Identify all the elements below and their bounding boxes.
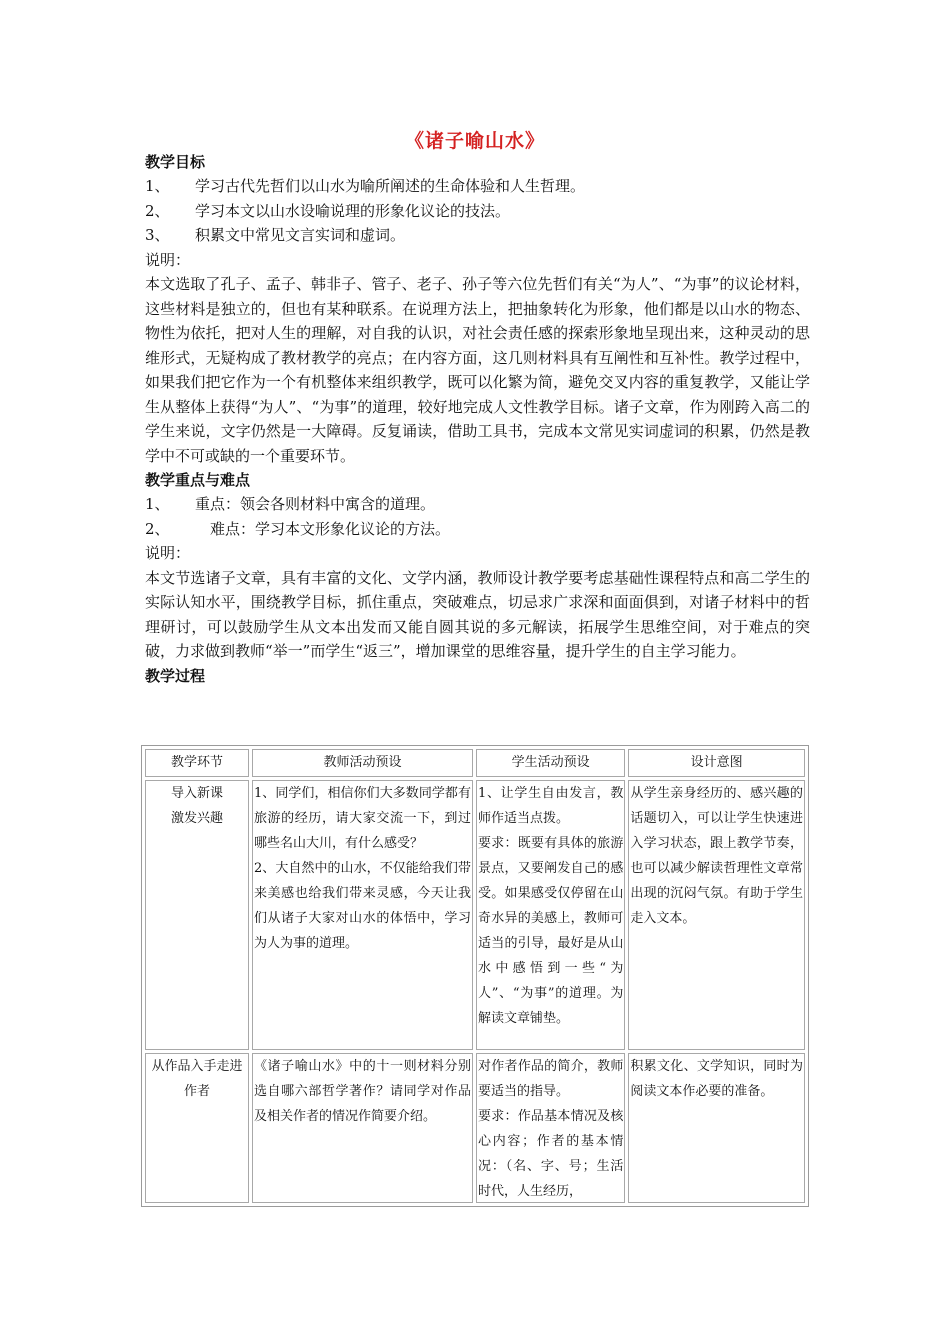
process-table (141, 745, 809, 1207)
goal-item (145, 223, 810, 248)
document-title: 《诸子喻山水》 (404, 130, 545, 152)
document-body (145, 150, 810, 688)
table-row (145, 1053, 805, 1203)
student-activity-cell: 1、让学生自由发言，教师作适当点拨。 要求：既要有具体的旅游景点，又要阐发自己的感受。如果感受仅停留在山奇水异的美感上，教师可适当的引导，最好是从山水中感悟到一些“为人”、“为事”的道理。为解读文章铺垫。 (476, 780, 625, 1050)
column-header: 学生活动预设 (476, 749, 625, 777)
note-label: 说明： (145, 250, 191, 269)
column-header: 教师活动预设 (252, 749, 473, 777)
section-heading-process: 教学过程 (145, 666, 206, 685)
key-point-item (145, 492, 810, 517)
goal-item (145, 199, 810, 224)
section-heading-goals: 教学目标 (145, 153, 206, 171)
key-point-item (145, 517, 810, 542)
section-heading-key-points: 教学重点与难点 (145, 471, 251, 489)
stage-text: 从作品入手走进作者 (151, 1059, 243, 1099)
item-number: 2、 (145, 519, 170, 538)
stage-cell (145, 1053, 249, 1203)
student-activity-cell (476, 1053, 625, 1203)
item-text: 重点：领会各则材料中寓含的道理。 (195, 495, 436, 513)
teacher-activity-cell (252, 1053, 473, 1203)
column-header: 教学环节 (145, 749, 249, 777)
table-row (145, 780, 805, 1050)
design-intent-cell: 从学生亲身经历的、感兴趣的话题切入，可以让学生快速进入学习状态，跟上教学节奏，也可以减少解读哲理性文章常出现的沉闷气氛。有助于学生走入文本。 (628, 780, 805, 1050)
goals-note: 本文选取了孔子、孟子、韩非子、管子、老子、孙子等六位先哲们有关“为人”、“为事”的议论材料，这些材料是独立的，但也有某种联系。在说理方法上，把抽象转化为形象，他们都是以山水的物态、物性为依托，把对人生的理解，对自我的认识，对社会责任感的探索形象地呈现出来，这种灵动的思维形式，无疑构成了教材教学的亮点；在内容方面，这几则材料具有互阐性和互补性。教学过程中，如果我们把它作为一个有机整体来组织教学，既可以化繁为简，避免交叉内容的重复教学，又能让学生从整体上获得“为人”、“为事”的道理，较好地完成人文性教学目标。诸子文章，作为刚跨入高二的学生来说，文字仍然是一大障碍。反复诵读，借助工具书，完成本文常见实词虚词的积累，仍然是教学中不可或缺的一个重要环节。 (145, 275, 810, 465)
stage-cell: 导入新课 激发兴趣 (145, 780, 249, 1050)
design-intent-cell (628, 1053, 805, 1203)
item-text: 学习古代先哲们以山水为喻所阐述的生命体验和人生哲理。 (195, 177, 586, 195)
key-points-note: 本文节选诸子文章，具有丰富的文化、文学内涵，教师设计教学要考虑基础性课程特点和高二学生的实际认知水平，围绕教学目标，抓住重点，突破难点，切忌求广求深和面面俱到，对诸子材料中的哲理研讨，可以鼓励学生从文本出发而又能自圆其说的多元解读，拓展学生思维空间，对于难点的突破，力求做到教师“举一”而学生“返三”，增加课堂的思维容量，提升学生的自主学习能力。 (145, 568, 810, 660)
item-number: 1、 (145, 177, 170, 195)
student-text: 对作者作品的简介，教师要适当的指导。 要求：作品基本情况及核心内容；作者的基本情况：（名、字、号；生活时代，人生经历， (477, 1059, 624, 1199)
note-label: 说明： (145, 544, 191, 562)
column-header: 设计意图 (628, 749, 805, 777)
teacher-text: 《诸子喻山水》中的十一则材料分别选自哪六部哲学著作？请同学对作品及相关作者的情况作简要介绍。 (253, 1059, 471, 1124)
item-number: 1、 (145, 495, 170, 513)
item-text: 积累文中常见文言实词和虚词。 (195, 226, 406, 244)
item-text: 难点：学习本文形象化议论的方法。 (210, 519, 451, 538)
intent-text: 积累文化、文学知识，同时为阅读文本作必要的准备。 (630, 1059, 803, 1099)
item-text: 学习本文以山水设喻说理的形象化议论的技法。 (195, 201, 511, 220)
item-number: 2、 (145, 201, 170, 220)
item-number: 3、 (145, 226, 170, 244)
teacher-activity-cell: 1、同学们，相信你们大多数同学都有旅游的经历，请大家交流一下，到过哪些名山大川，有什么感受？ 2、大自然中的山水，不仅能给我们带来美感也给我们带来灵感，今天让我们从诸子大家对山水的体悟中，学习为人为事的道理。 (252, 780, 473, 1050)
table-header-row (145, 749, 805, 777)
goal-item (145, 174, 810, 199)
